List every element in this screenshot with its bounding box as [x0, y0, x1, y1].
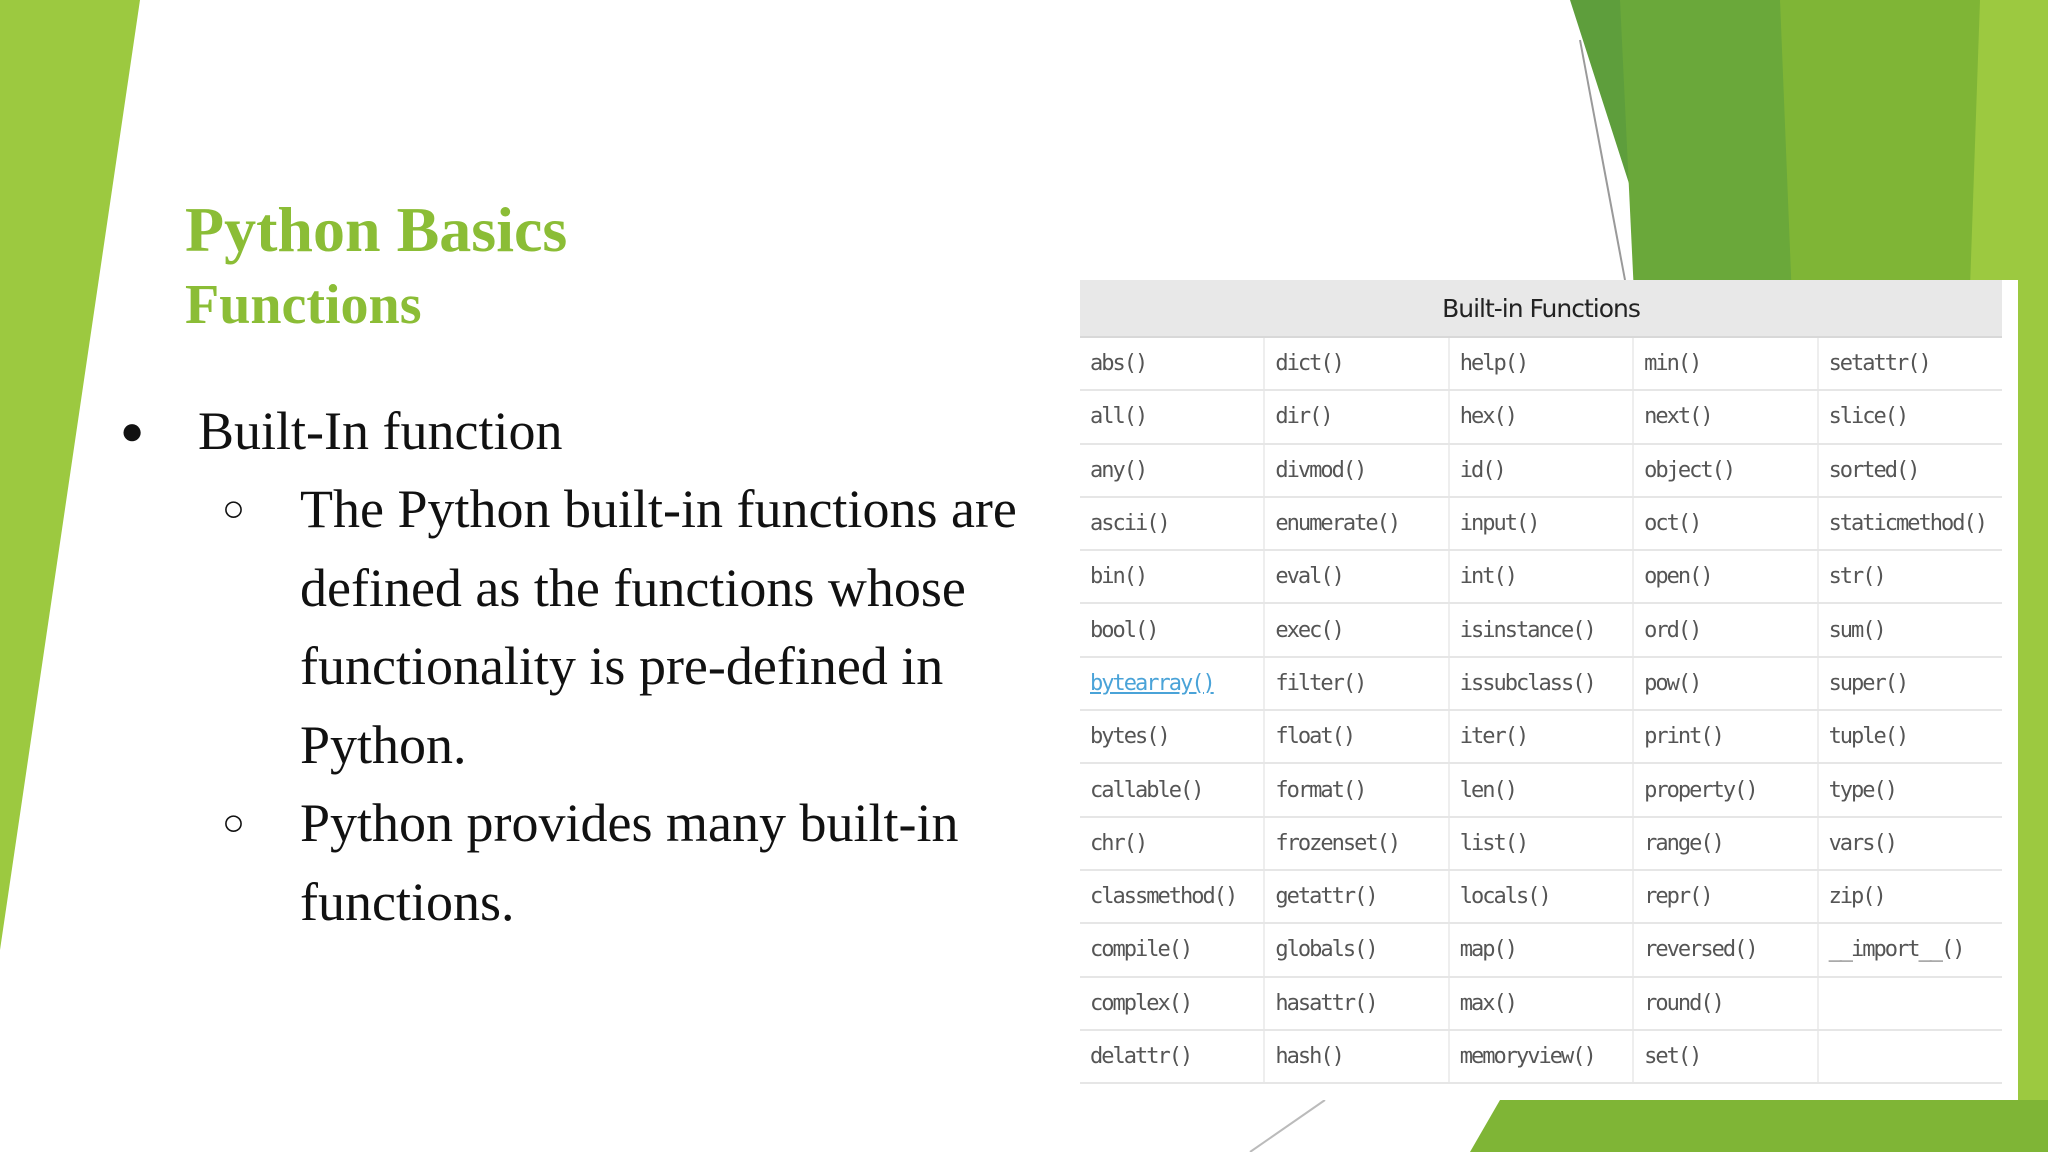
table-cell: divmod() — [1264, 444, 1448, 497]
table-row — [1080, 1030, 2002, 1083]
table-cell: iter() — [1449, 710, 1633, 763]
table-row — [1080, 763, 2002, 816]
table-row — [1080, 817, 2002, 870]
table-cell: super() — [1818, 657, 2002, 710]
table-cell: print() — [1633, 710, 1817, 763]
table-cell: callable() — [1080, 763, 1264, 816]
table-cell: hasattr() — [1264, 977, 1448, 1030]
bullet-item-level2 — [110, 784, 1070, 941]
slide-subtitle: Functions — [185, 274, 422, 336]
table-cell: sorted() — [1818, 444, 2002, 497]
table-cell: any() — [1080, 444, 1264, 497]
table-cell: ascii() — [1080, 497, 1264, 550]
bullet-item-level2 — [110, 470, 1070, 784]
bullet-text-line: Python provides many built-in — [300, 793, 959, 853]
table-cell: globals() — [1264, 923, 1448, 976]
table-cell: object() — [1633, 444, 1817, 497]
table-cell: compile() — [1080, 923, 1264, 976]
table-row — [1080, 444, 2002, 497]
table-cell: set() — [1633, 1030, 1817, 1083]
table-cell: dict() — [1264, 337, 1448, 390]
bullet-item-level1 — [110, 392, 1070, 470]
table-cell: filter() — [1264, 657, 1448, 710]
table-cell: float() — [1264, 710, 1448, 763]
table-cell: input() — [1449, 497, 1633, 550]
table-cell-link[interactable]: bytearray() — [1080, 657, 1264, 710]
table-cell: abs() — [1080, 337, 1264, 390]
table-cell: len() — [1449, 763, 1633, 816]
table-cell: setattr() — [1818, 337, 2002, 390]
thin-line-lower — [1250, 1100, 1325, 1152]
table-cell: property() — [1633, 763, 1817, 816]
builtin-functions-table-image — [1078, 280, 2018, 1100]
table-cell: dir() — [1264, 390, 1448, 443]
table-cell: str() — [1818, 550, 2002, 603]
table-header-row — [1080, 280, 2002, 337]
table-cell: getattr() — [1264, 870, 1448, 923]
table-cell: hex() — [1449, 390, 1633, 443]
bullet-list — [110, 392, 1070, 941]
table-cell: ord() — [1633, 603, 1817, 656]
table-cell: isinstance() — [1449, 603, 1633, 656]
table-row — [1080, 337, 2002, 390]
bullet-text-line: defined as the functions whose — [300, 557, 966, 618]
filled-circle-bullet-icon: ● — [120, 408, 145, 453]
hollow-circle-bullet-icon: ○ — [222, 488, 245, 530]
table-cell: issubclass() — [1449, 657, 1633, 710]
table-cell: exec() — [1264, 603, 1448, 656]
bullet-text-line: The Python built-in functions are — [300, 479, 1017, 539]
hollow-circle-bullet-icon: ○ — [222, 802, 245, 844]
table-cell: chr() — [1080, 817, 1264, 870]
table-cell: sum() — [1818, 603, 2002, 656]
table-cell: classmethod() — [1080, 870, 1264, 923]
bullet-text-line: Python. — [300, 714, 467, 775]
slide-title: Python Basics — [185, 194, 568, 265]
table-cell: bool() — [1080, 603, 1264, 656]
bottom-green-band — [1470, 1100, 2048, 1152]
table-cell — [1818, 1030, 2002, 1083]
bullet-text-line: functions. — [300, 871, 515, 932]
table-cell: bin() — [1080, 550, 1264, 603]
table-cell: open() — [1633, 550, 1817, 603]
table-row — [1080, 550, 2002, 603]
table-row — [1080, 977, 2002, 1030]
table-cell: staticmethod() — [1818, 497, 2002, 550]
table-cell: frozenset() — [1264, 817, 1448, 870]
table-cell: enumerate() — [1264, 497, 1448, 550]
table-row — [1080, 657, 2002, 710]
table-body — [1080, 337, 2002, 1083]
table-cell: complex() — [1080, 977, 1264, 1030]
table-cell: min() — [1633, 337, 1817, 390]
table-cell: type() — [1818, 763, 2002, 816]
table-cell: all() — [1080, 390, 1264, 443]
table-row — [1080, 390, 2002, 443]
table-cell: range() — [1633, 817, 1817, 870]
table-cell: vars() — [1818, 817, 2002, 870]
table-row — [1080, 923, 2002, 976]
builtin-functions-table — [1080, 280, 2002, 1084]
table-cell: slice() — [1818, 390, 2002, 443]
table-cell: round() — [1633, 977, 1817, 1030]
table-cell: oct() — [1633, 497, 1817, 550]
table-cell: help() — [1449, 337, 1633, 390]
table-cell: pow() — [1633, 657, 1817, 710]
bullet-text-line: functionality is pre-defined in — [300, 636, 944, 696]
table-row — [1080, 603, 2002, 656]
table-cell: repr() — [1633, 870, 1817, 923]
table-cell: bytes() — [1080, 710, 1264, 763]
table-cell: format() — [1264, 763, 1448, 816]
table-header: Built-in Functions — [1080, 280, 2002, 337]
table-row — [1080, 497, 2002, 550]
table-cell: __import__() — [1818, 923, 2002, 976]
table-row — [1080, 870, 2002, 923]
table-cell: reversed() — [1633, 923, 1817, 976]
table-cell: tuple() — [1818, 710, 2002, 763]
table-cell: eval() — [1264, 550, 1448, 603]
table-cell: zip() — [1818, 870, 2002, 923]
table-cell: delattr() — [1080, 1030, 1264, 1083]
table-cell: next() — [1633, 390, 1817, 443]
table-cell: locals() — [1449, 870, 1633, 923]
table-cell: list() — [1449, 817, 1633, 870]
table-cell — [1818, 977, 2002, 1030]
table-row — [1080, 710, 2002, 763]
bullet-text: Built-In function — [198, 401, 563, 461]
table-cell: id() — [1449, 444, 1633, 497]
table-cell: map() — [1449, 923, 1633, 976]
table-cell: hash() — [1264, 1030, 1448, 1083]
table-cell: max() — [1449, 977, 1633, 1030]
table-cell: int() — [1449, 550, 1633, 603]
table-cell: memoryview() — [1449, 1030, 1633, 1083]
